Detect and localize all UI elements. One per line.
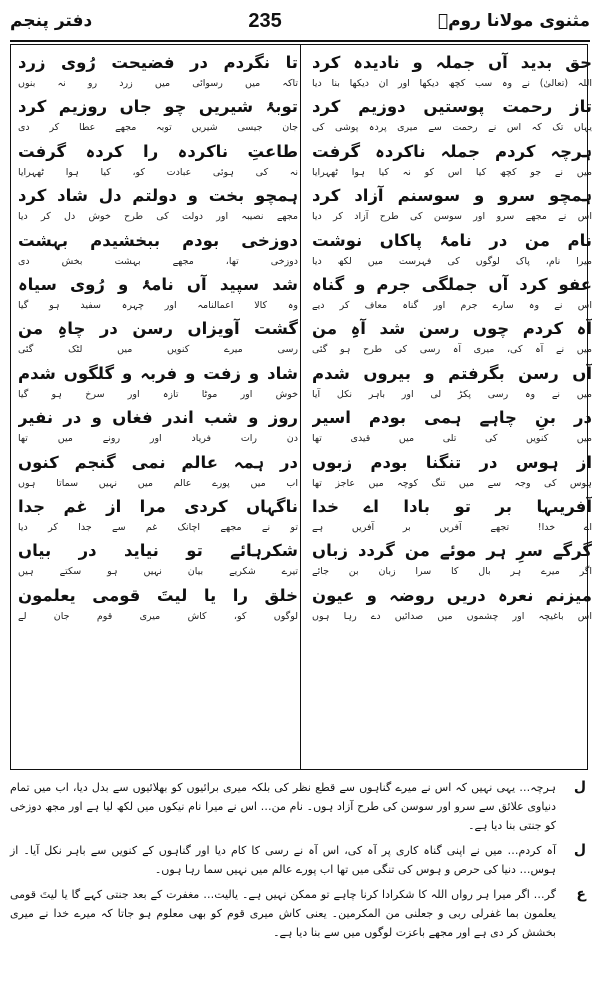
- translation-line: دوزخی تھا، مجھے بہشت بخش دی: [18, 255, 298, 267]
- verse-line: آں رسن بگرفتم و بیروں شدم: [312, 363, 592, 383]
- couplet: [312, 272, 592, 316]
- translation-line: میں نے وہ رسی پکڑ لی اور باہر نکل آیا: [312, 388, 592, 400]
- couplet: [312, 583, 592, 627]
- translation-line: اب میں پورے عالم میں نہیں سماتا ہوں: [18, 477, 298, 489]
- translation-line: اس باغیچہ اور چشموں میں صدائیں دے رہا ہوں: [312, 610, 592, 622]
- translation-line: اگر میرے ہر بال کا سرا زبان بن جائے: [312, 566, 592, 578]
- couplet: [312, 94, 592, 138]
- verse-line: حق بدید آں جملہ و نادیدہ کرد: [312, 53, 592, 72]
- couplet: [312, 316, 592, 360]
- verse-line: آہ کردم چوں رسن شد آہِ من: [312, 319, 592, 339]
- verse-line: عفو کرد آں جملگی جرم و گناہ: [312, 274, 592, 294]
- verse-line: تا نگردم در فضیحت رُوی زرد: [18, 53, 298, 72]
- column-divider: [300, 44, 301, 770]
- footnote: [10, 841, 590, 879]
- verse-line: شکرہائے تو نیاید در بیاں: [18, 541, 298, 561]
- couplet: [312, 361, 592, 405]
- translation-line: لوگوں کو، کاش میری قوم جان لے: [18, 610, 298, 622]
- translation-line: میں کنویں کی تلی میں قیدی تھا: [312, 433, 592, 445]
- verse-line: خلق را یا لیتَ قومی یعلمون: [18, 585, 298, 605]
- couplet: [18, 494, 298, 538]
- verse-line: میزنم نعرہ دریں روضہ و عیون: [312, 585, 592, 605]
- translation-line: یہاں تک کہ اس نے رحمت سے میری پردہ پوشی کی: [312, 122, 592, 134]
- couplet: [312, 183, 592, 227]
- couplet: [312, 450, 592, 494]
- couplet: [18, 583, 298, 627]
- translation-line: مجھے نصیبہ اور دولت کی طرح خوش دل کر دیا: [18, 211, 298, 223]
- footnote: [10, 885, 590, 942]
- translation-line: تیرے شکریے بیان نہیں ہو سکتے ہیں: [18, 566, 298, 578]
- couplet: [312, 50, 592, 94]
- couplet: [312, 494, 592, 538]
- footnote: [10, 778, 590, 835]
- couplet: [18, 272, 298, 316]
- couplet: [18, 405, 298, 449]
- translation-line: خوش اور موٹا تازہ اور سرخ ہو گیا: [18, 388, 298, 400]
- couplet: [18, 183, 298, 227]
- verse-line: آفریںہا بر تو بادا اے خدا: [312, 496, 592, 516]
- translation-line: رسی میرے کنویں میں لٹک گئی: [18, 344, 298, 356]
- couplet: [18, 450, 298, 494]
- translation-line: اس نے وہ سارے جرم اور گناہ معاف کر دیے: [312, 299, 592, 311]
- translation-line: دن رات فریاد اور رونے میں تھا: [18, 433, 298, 445]
- footnote-text: گر… اگر میرا ہر رواں اللہ کا شکرادا کرنا چاہے تو ممکن نہیں ہے۔ یالیت… مغفرت کے بعد جنتی کہے گا یا لیتَ قومی یعلمون بما غفرلی ربی و جعلنی من المکرمین۔ یعنی کاش میری قوم کو بھی معلوم ہو جاتا کہ میرے خدا نے میری بخشش کر دی ہے اور مجھے باعزت لوگوں میں سے بنا دیا ہے۔: [10, 888, 556, 939]
- verse-line: شاد و زفت و فربہ و گلگوں شدم: [18, 363, 298, 383]
- translation-line: ہوس کی وجہ سے میں تنگ کوچہ میں عاجز تھا: [312, 477, 592, 489]
- verse-line: طاعتِ ناکردہ را کردہ گرفت: [18, 141, 298, 161]
- translation-line: میں نے آہ کی، میری آہ رسی کی طرح ہو گئی: [312, 344, 592, 356]
- translation-line: جان جیسی شیریں توبہ مجھے عطا کر دی: [18, 122, 298, 134]
- footnote-number: ل: [573, 842, 586, 858]
- verse-line: ناگہاں کردی مرا از غم جدا: [18, 496, 298, 516]
- translation-line: تو نے مجھے اچانک غم سے جدا کر دیا: [18, 521, 298, 533]
- couplet: [18, 228, 298, 272]
- page-number: 235: [248, 9, 282, 32]
- footnote-number: ع: [576, 886, 586, 902]
- page-header: [10, 4, 590, 38]
- verse-line: ہمچو بخت و دولتم دل شاد کرد: [18, 186, 298, 206]
- footnote-number: ل: [573, 779, 586, 795]
- verse-line: نام من در نامۂ پاکاں نوشت: [312, 230, 592, 250]
- couplet: [18, 139, 298, 183]
- translation-line: اے خدا! تجھے آفریں بر آفریں ہے: [312, 521, 592, 533]
- translation-line: میرا نام، پاک لوگوں کی فہرست میں لکھ دیا: [312, 255, 592, 267]
- couplet: [18, 538, 298, 582]
- verse-line: در ہمہ عالم نمی گنجم کنوں: [18, 452, 298, 472]
- translation-line: میں نے جو کچھ کیا اس کو نہ کیا ہوا ٹھہرایا: [312, 166, 592, 178]
- verse-line: ہمچو سرو و سوسنم آزاد کرد: [312, 186, 592, 206]
- footnote-text: آہ کردم… میں نے اپنی گناہ کاری پر آہ کی، اس آہ نے رسی کا کام دیا اور گناہوں کے کنویں سے باہر نکل آیا۔ از ہوس… دنیا کی حرص و ہوس کی تنگی میں تھا اب پورے عالم میں نہیں سما رہا ہوں۔: [10, 844, 556, 876]
- verse-line: در بنِ چاہے ہمی بودم اسیر: [312, 408, 592, 428]
- verse-line: شد سپید آں نامۂ و رُوی سیاہ: [18, 274, 298, 294]
- translation-line: نہ کی ہوئی عبادت کو، کیا ہوا ٹھہرایا: [18, 166, 298, 178]
- verse-line: توبۂ شیریں چو جاں روزیم کرد: [18, 97, 298, 117]
- section-title: دفتر پنجم: [10, 11, 93, 31]
- translation-line: تاکہ میں رسوائی میں زرد رو نہ بنوں: [18, 78, 298, 89]
- couplet: [312, 139, 592, 183]
- header-rule: [10, 40, 590, 42]
- couplet: [312, 538, 592, 582]
- footnotes: [10, 778, 590, 948]
- couplet: [18, 94, 298, 138]
- verse-line: روز و شب اندر فغاں و در نفیر: [18, 408, 298, 428]
- footnote-text: ہرچہ… یہی نہیں کہ اس نے میرے گناہوں سے قطع نظر کی بلکہ میری برائیوں کو بھلائیوں سے بدل دیا، اب میں تمام دنیاوی علائق سے سرو اور سوسن کی طرح آزاد ہوں۔ نام من… اس نے میرا نام نیکوں میں لکھ لیا ہے اور مجھ دوزخی کو جنتی بنا دیا ہے۔: [10, 781, 556, 832]
- translation-line: وہ کالا اعمالنامہ اور چہرہ سفید ہو گیا: [18, 299, 298, 311]
- couplet: [18, 50, 298, 94]
- verse-line: از ہوس در تنگنا بودم زبوں: [312, 452, 592, 472]
- verse-line: تاز رحمت پوستیں دوزیم کرد: [312, 97, 592, 117]
- translation-line: اس نے مجھے سرو اور سوسن کی طرح آزاد کر دیا: [312, 211, 592, 223]
- book-title: مثنوی مولانا رومؒ: [437, 11, 590, 31]
- translation-line: اللہ (تعالیٰ) نے وہ سب کچھ دیکھا اور ان دیکھا بنا دیا: [312, 78, 592, 89]
- couplet: [18, 316, 298, 360]
- couplet: [312, 405, 592, 449]
- verse-line: دوزخی بودم ببخشیدم بہشت: [18, 230, 298, 250]
- couplet: [312, 228, 592, 272]
- verse-line: گشت آویزاں رسن در چاہِ من: [18, 319, 298, 339]
- couplet: [18, 361, 298, 405]
- left-column: [18, 50, 298, 627]
- verse-line: ہرچہ کردم جملہ ناکردہ گرفت: [312, 141, 592, 161]
- right-column: [312, 50, 592, 627]
- verse-line: گرگے سرِ ہر موئے من گردد زباں: [312, 541, 592, 561]
